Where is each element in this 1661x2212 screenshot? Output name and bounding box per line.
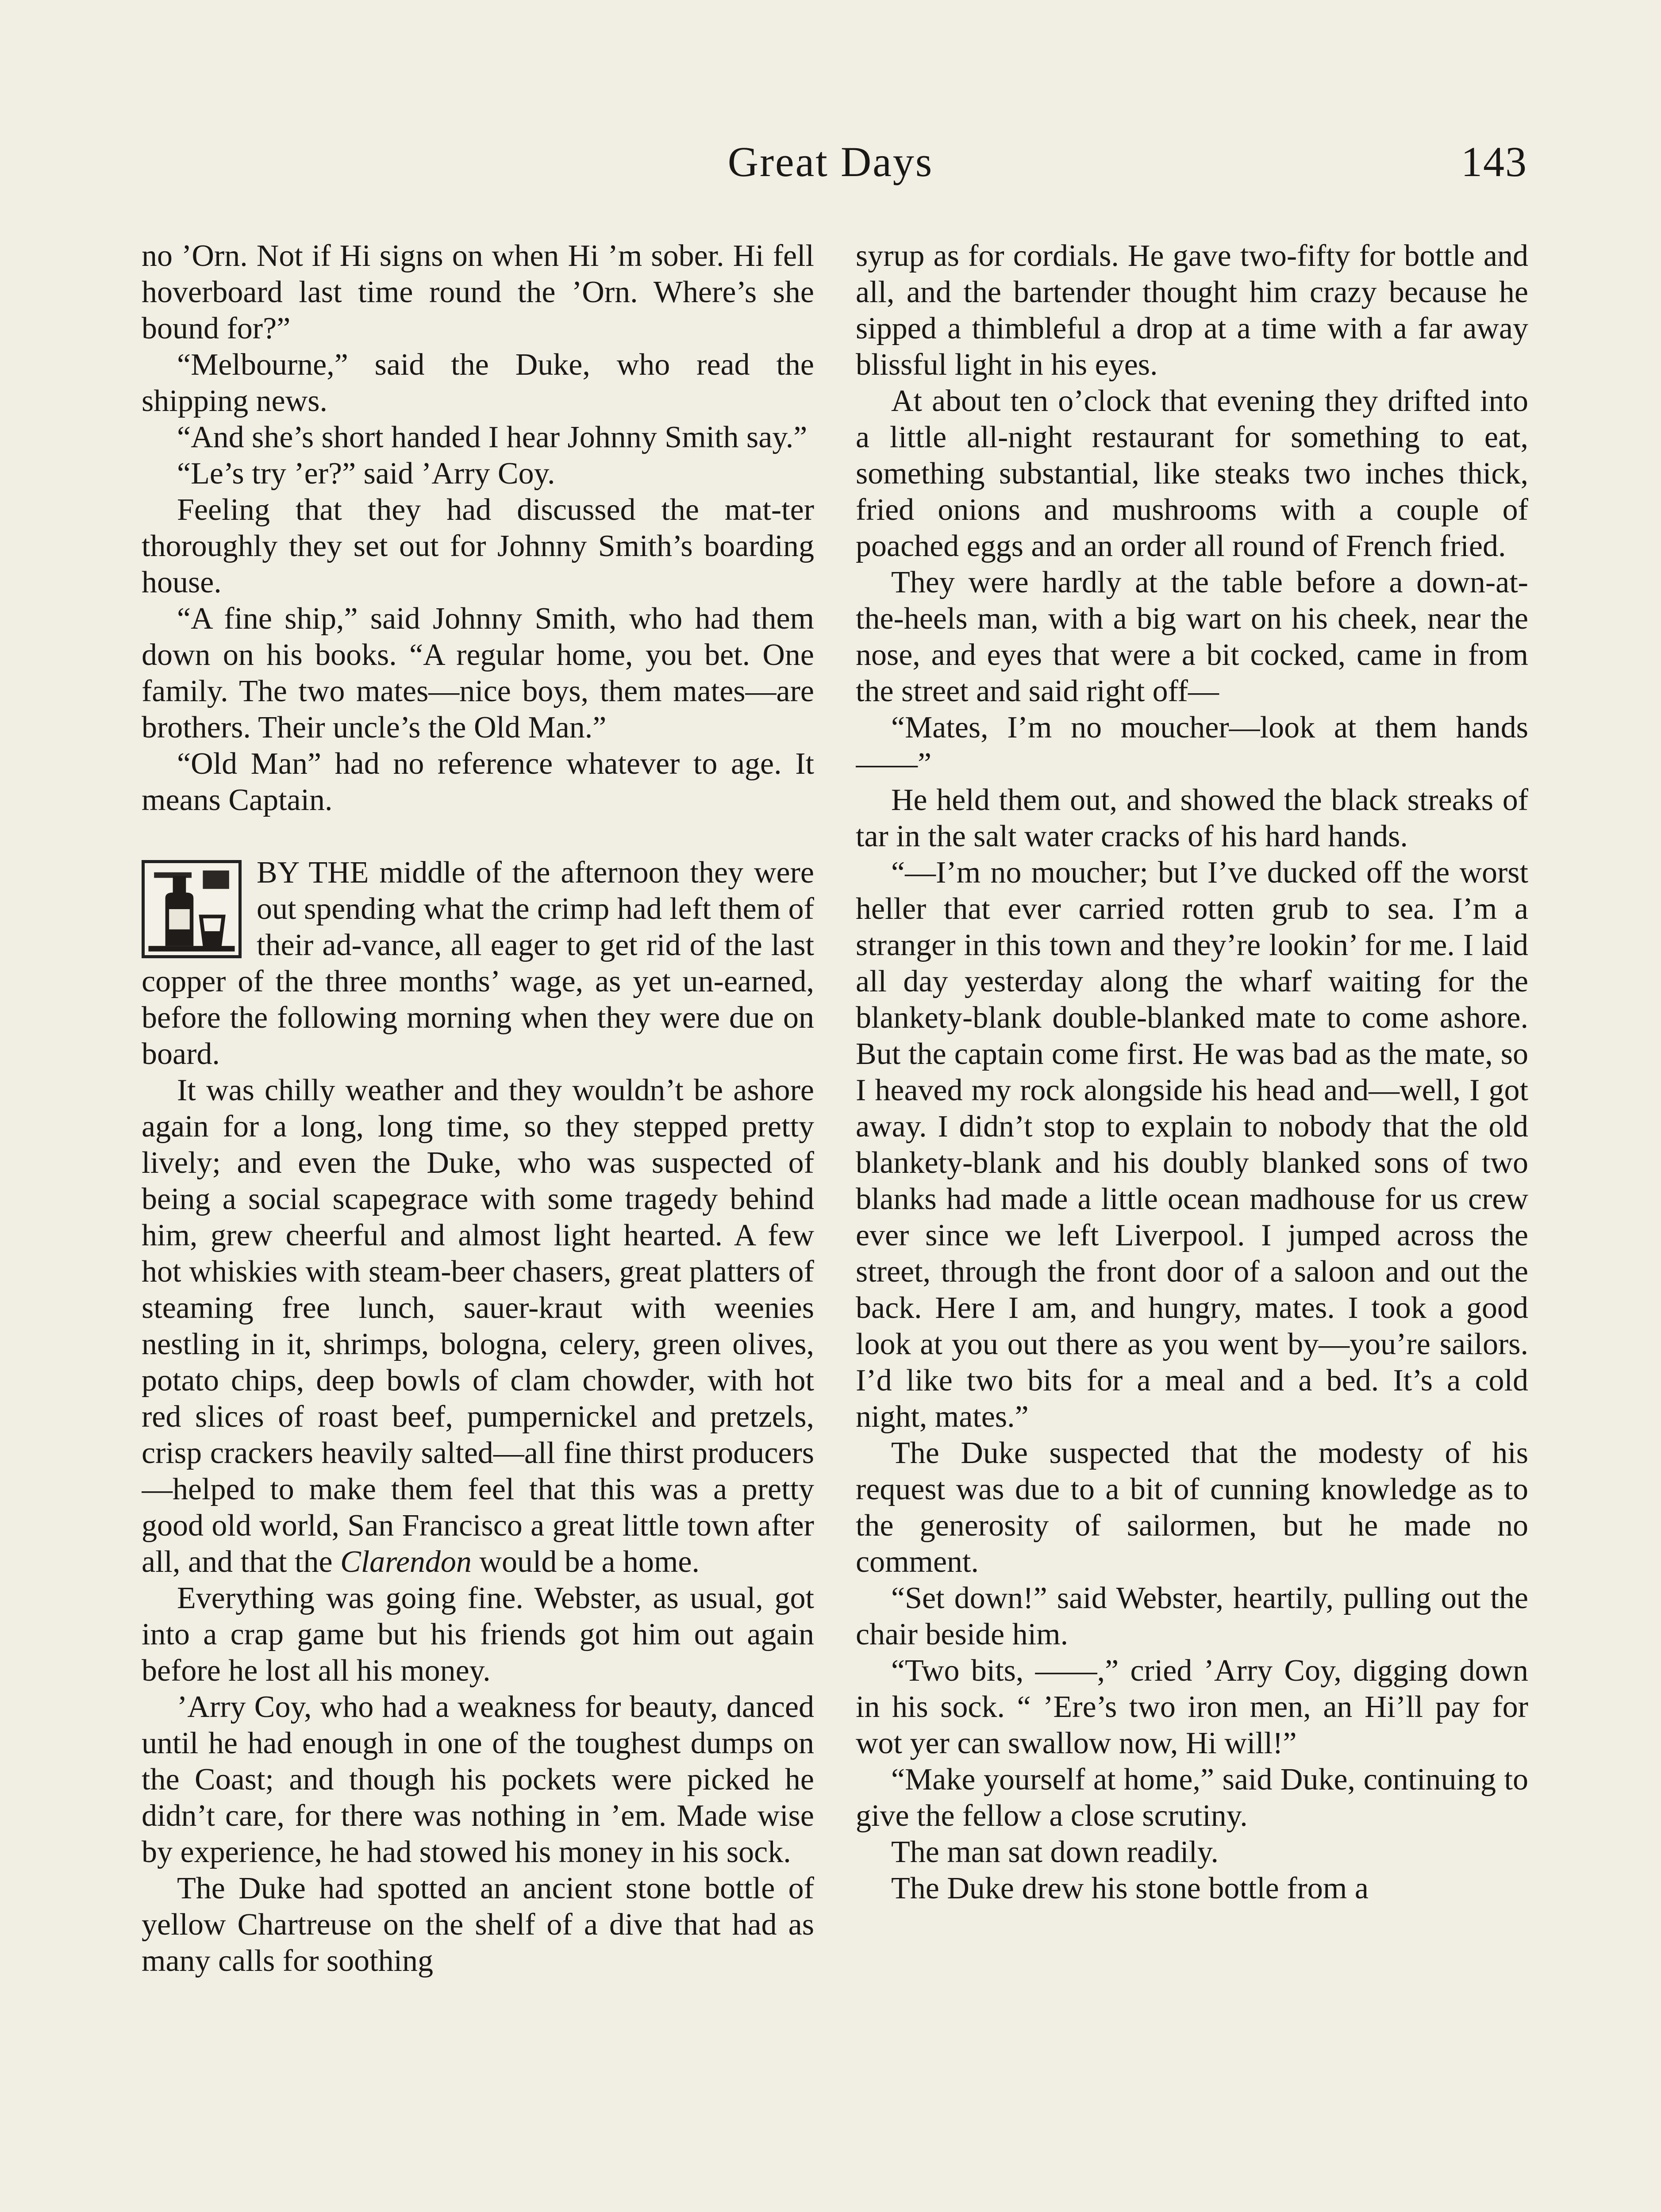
running-title: Great Days <box>727 138 934 185</box>
left-column <box>142 238 814 2212</box>
paragraph: He held them out, and showed the black streaks of tar in the salt water cracks of his hard hands. <box>856 783 1528 853</box>
paragraph: “Le’s try ’er?” said ’Arry Coy. <box>177 457 555 491</box>
paragraph: “Make yourself at home,” said Duke, continuing to give the fellow a close scrutiny. <box>856 1763 1528 1833</box>
bottle-and-glass-icon <box>142 860 242 958</box>
paragraph: “Two bits, ——,” cried ’Arry Coy, digging down in his sock. “ ’Ere’s two iron men, an Hi’ll pay for wot yer can swallow now, Hi will!” <box>856 1654 1528 1760</box>
paragraph: The Duke had spotted an ancient stone bottle of yellow Chartreuse on the shelf of a dive that had as many calls for soothing <box>142 1871 814 1978</box>
paragraph: “And she’s short handed I hear Johnny Smith say.” <box>177 420 807 454</box>
paragraph: ’Arry Coy, who had a weakness for beauty, danced until he had enough in one of the toughest dumps on the Coast; and though his pockets were picked he didn’t care, for there was nothing in ’em. Made wise by experience, he had stowed his money in his sock. <box>142 1690 814 1869</box>
paragraph: “—I’m no moucher; but I’ve ducked off the worst heller that ever carried rotten grub to sea. I’m a stranger in this town and they’re lookin’ for me. I laid all day yesterday along the wharf waiting for the blankety-blank double-blanked mate to come ashore. But the captain come first. He was bad as the mate, so I heaved my rock alongside his head and—well, I got away. I didn’t stop to explain to nobody that the old blankety-blank and his doubly blanked sons of two blanks had made a little ocean madhouse for us crew ever since we left Liverpool. I jumped across the street, through the front door of a saloon and out the back. Here I am, and hungry, mates. I took a good look at you out there as you went by—you’re sailors. I’d like two bits for a meal and a bed. It’s a cold night, mates.” <box>856 856 1528 1434</box>
ship-name: Clarendon <box>340 1545 472 1579</box>
dropcap-paragraph <box>142 855 814 1072</box>
paragraph: The Duke drew his stone bottle from a <box>891 1871 1369 1905</box>
dropcap-paragraph-text: BY THE middle of the afternoon they were out spending what the crimp had left them of their ad-vance, all eager to get rid of the last copper of the three months’ wage, as yet un-earned, before the following morning when they were due on board. <box>142 856 814 1071</box>
right-column <box>856 238 1528 2212</box>
paragraph: They were hardly at the table before a down-at-the-heels man, with a big wart on his cheek, near the nose, and eyes that were a bit cocked, came in from the street and said right off— <box>856 565 1528 708</box>
paragraph: Feeling that they had discussed the mat-ter thoroughly they set out for Johnny Smith’s boarding house. <box>142 493 814 599</box>
paragraph: syrup as for cordials. He gave two-fifty for bottle and all, and the bartender thought him crazy because he sipped a thimbleful a drop at a time with a far away blissful light in his eyes. <box>856 239 1528 382</box>
paragraph: It was chilly weather and they wouldn’t be ashore again for a long, long time, so they stepped pretty lively; and even the Duke, who was suspected of being a social scapegrace with some tragedy behind him, grew cheerful and almost light hearted. A few hot whiskies with steam-beer chasers, great platters of steaming free lunch, sauer-kraut with weenies nestling in it, shrimps, bologna, celery, green olives, potato chips, deep bowls of clam chowder, with hot red slices of roast beef, pumpernickel and pretzels, crisp crackers heavily salted—all fine thirst producers—helped to make them feel that this was a pretty good old world, San Francisco a great little town after all, and that the Clarendon would be a home. <box>142 1073 814 1579</box>
paragraph: The man sat down readily. <box>891 1835 1219 1869</box>
paragraph: The Duke suspected that the modesty of his request was due to a bit of cunning knowledge as to the generosity of sailormen, but he made no comment. <box>856 1436 1528 1579</box>
paragraph: “Old Man” had no reference whatever to age. It means Captain. <box>142 747 814 817</box>
paragraph: “Melbourne,” said the Duke, who read the shipping news. <box>142 348 814 418</box>
paragraph: At about ten o’clock that evening they drifted into a little all-night restaurant for something to eat, something substantial, like steaks two inches thick, fried onions and mushrooms with a couple of poached eggs and an order all round of French fried. <box>856 384 1528 563</box>
paragraph: Everything was going fine. Webster, as usual, got into a crap game but his friends got him out again before he lost all his money. <box>142 1581 814 1688</box>
page-number: 143 <box>1461 138 1527 185</box>
paragraph: “A fine ship,” said Johnny Smith, who had them down on his books. “A regular home, you bet. One family. The two mates—nice boys, them mates—are brothers. Their uncle’s the Old Man.” <box>142 602 814 745</box>
paragraph: “Mates, I’m no moucher—look at them hands——” <box>856 710 1528 781</box>
paragraph: “Set down!” said Webster, heartily, pulling out the chair beside him. <box>856 1581 1528 1651</box>
paragraph: no ’Orn. Not if Hi signs on when Hi ’m sober. Hi fell hoverboard last time round the ’Orn. Where’s she bound for?” <box>142 239 814 346</box>
